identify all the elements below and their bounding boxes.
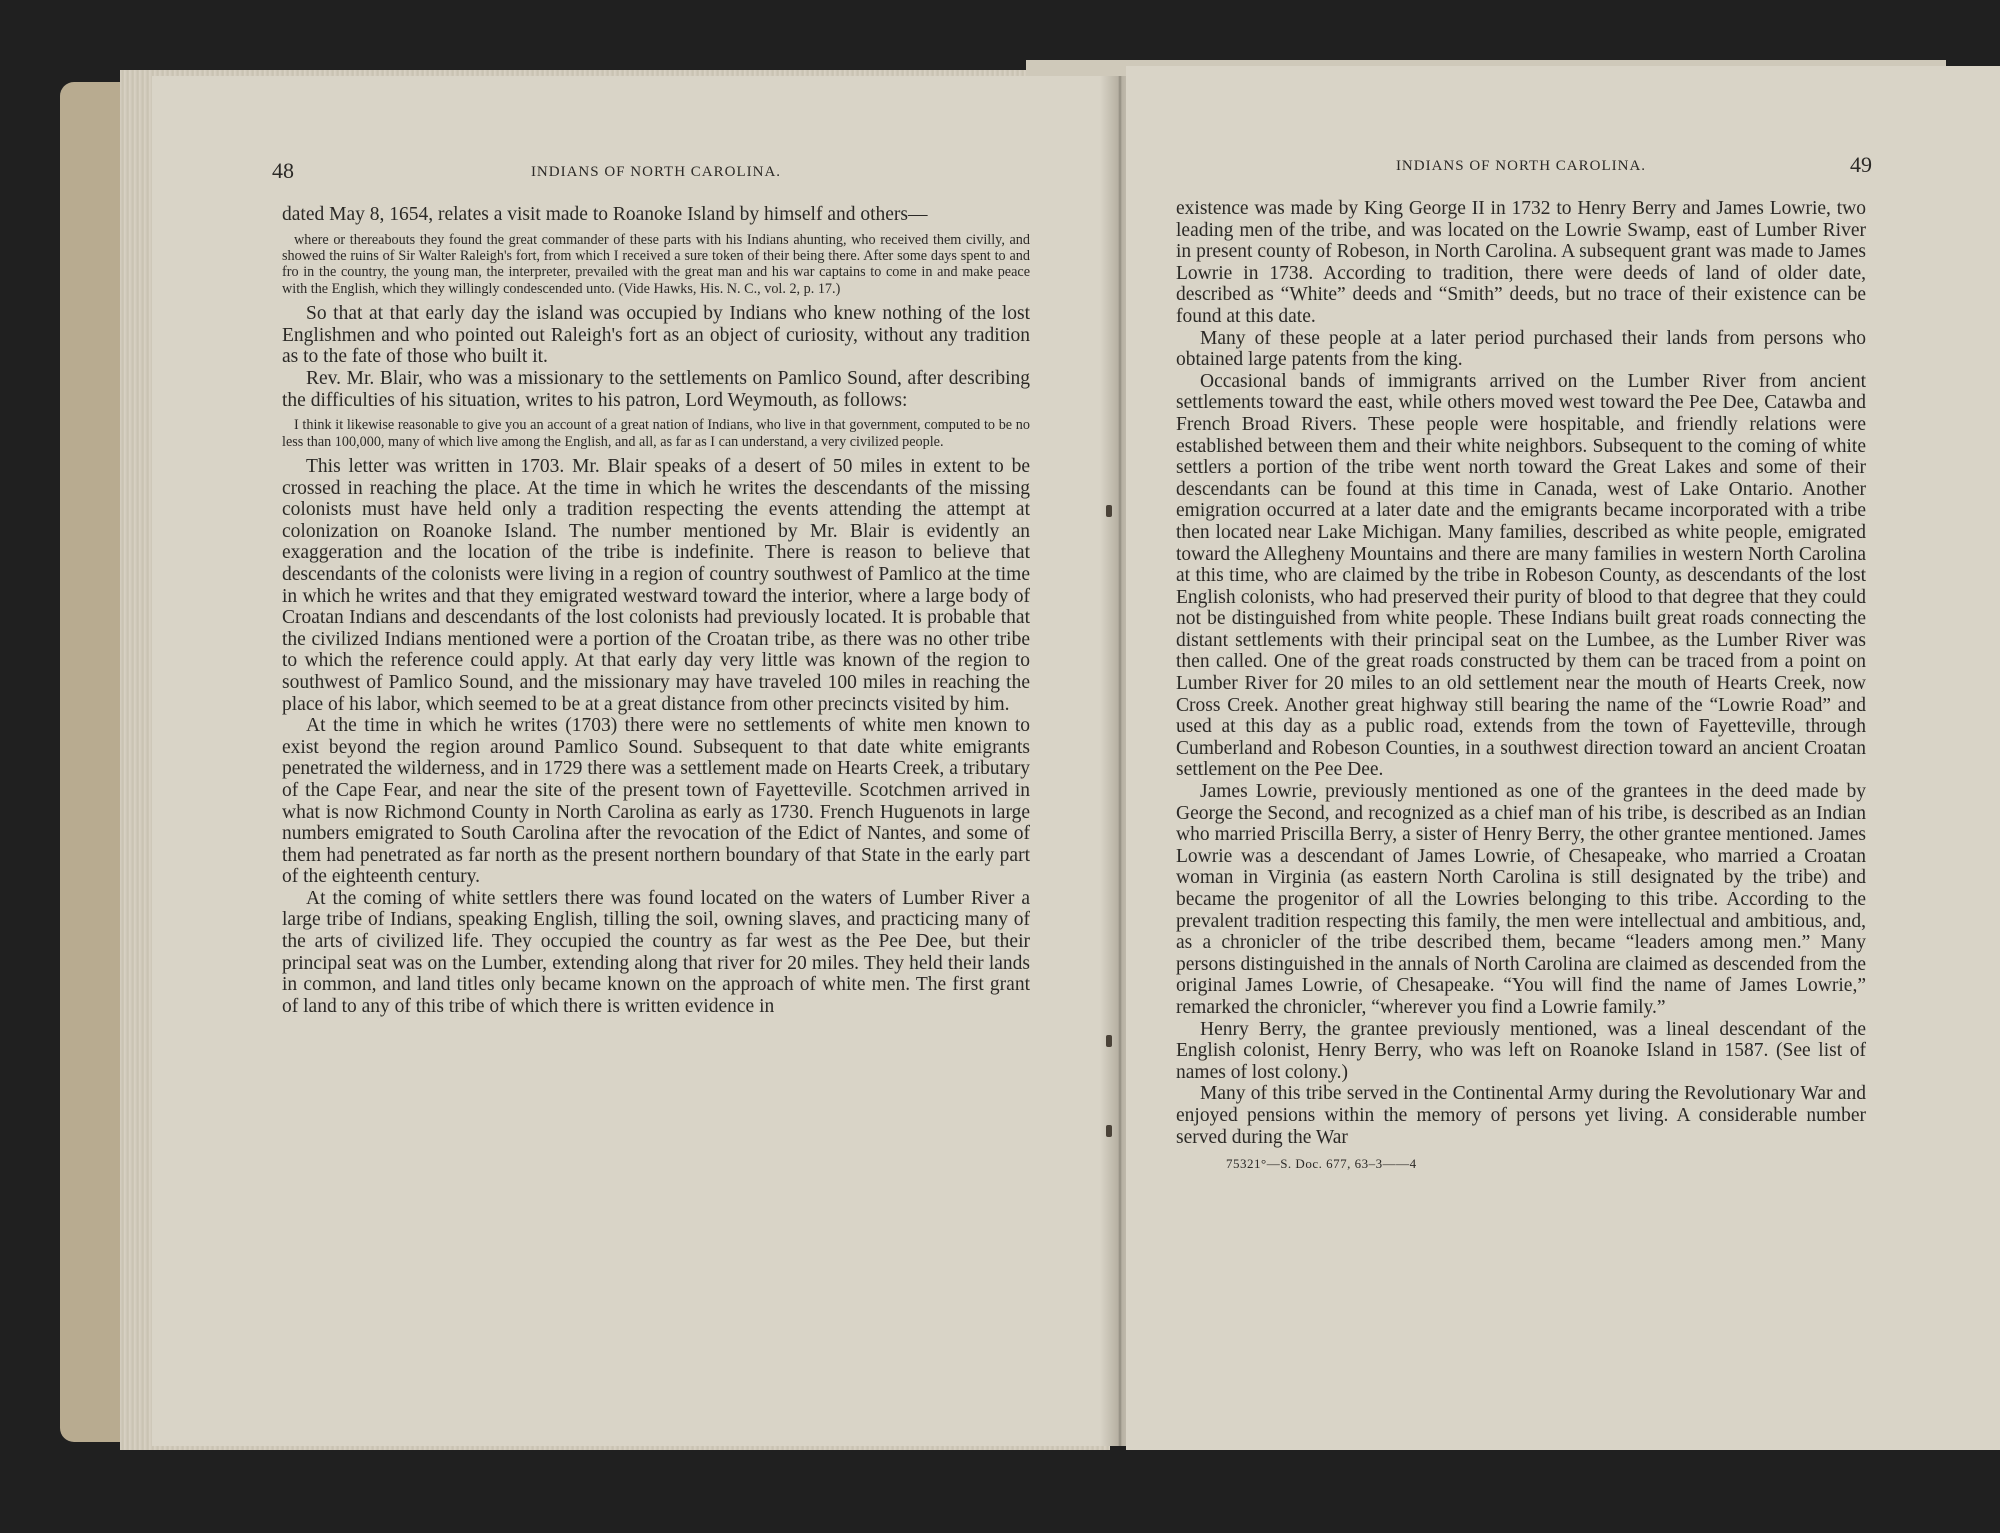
left-page (152, 76, 1120, 1446)
left-page-body (282, 204, 1030, 1017)
right-page-body (1176, 198, 1866, 1148)
binding-stitch (1106, 1035, 1112, 1047)
body-paragraph: Rev. Mr. Blair, who was a missionary to the settlements on Pamlico Sound, after describing the difficulties of his situation, writes to his patron, Lord Weymouth, as follows: (282, 368, 1030, 411)
right-page-number: 49 (1850, 152, 1872, 177)
body-paragraph: Many of these people at a later period purchased their lands from persons who obtained large patents from the king. (1176, 327, 1866, 371)
body-paragraph: At the coming of white settlers there was found located on the waters of Lumber River a large tribe of Indians, speaking English, tilling the soil, owning slaves, and practicing many of the arts of civilized life. They occupied the country as far west as the Pee Dee, but their principal seat was on the Lumber, extending along that river for 20 miles. They held their lands in common, and land titles only became known on the approach of white men. The first grant of land to any of this tribe of which there is written evidence in (282, 887, 1030, 1017)
right-page (1126, 66, 2000, 1450)
left-running-head: INDIANS OF NORTH CAROLINA. (530, 164, 782, 180)
left-page-number: 48 (272, 158, 294, 183)
left-page-header (272, 158, 1030, 198)
body-paragraph: Many of this tribe served in the Continental Army during the Revolutionary War and enjoyed pensions within the memory of persons yet living. A considerable number served during the War (1176, 1083, 1866, 1148)
open-book (60, 60, 1960, 1490)
body-paragraph: This letter was written in 1703. Mr. Blair speaks of a desert of 50 miles in extent to be crossed in reaching the place. At the time in which he writes the descendants of the missing colonists must have held only a tradition respecting the events attending the attempt at colonization on Roanoke Island. The number mentioned by Mr. Blair is evidently an exaggeration and the location of the tribe is indefinite. There is reason to believe that descendants of the colonists were living in a region of country southwest of Pamlico at the time in which he writes and that they emigrated westward toward the interior, where a large body of Croatan Indians and descendants of the lost colonists had previously located. It is probable that the civilized Indians mentioned were a portion of the Croatan tribe, as there was no other tribe to which the reference could apply. At that early day very little was known of the region to southwest of Pamlico Sound, and the missionary may have traveled 100 miles in reaching the place of his labor, which seemed to be at a great distance from other precincts visited by him. (282, 456, 1030, 715)
block-quote: where or thereabouts they found the great commander of these parts with his Indians ahunting, who received them civilly, and showed the ruins of Sir Walter Raleigh's fort, from which I received a sure token of their being there. After some days spent to and fro in the country, the young man, the interpreter, prevailed with the great man and his war captains to come in and make peace with the English, which they willingly condescended unto. (Vide Hawks, His. N. C., vol. 2, p. 17.) (282, 231, 1030, 297)
body-paragraph: dated May 8, 1654, relates a visit made to Roanoke Island by himself and others— (282, 204, 928, 225)
body-paragraph: At the time in which he writes (1703) there were no settlements of white men known to exist beyond the region around Pamlico Sound. Subsequent to that date white emigrants penetrated the wilderness, and in 1729 there was a settlement made on Hearts Creek, a tributary of the Cape Fear, and near the site of the present town of Fayetteville. Scotchmen arrived in what is now Richmond County in North Carolina as early as 1730. French Huguenots in large numbers emigrated to South Carolina after the revocation of the Edict of Nantes, and some of them had penetrated as far north as the present northern boundary of that State in the early part of the eighteenth century. (282, 715, 1030, 888)
right-page-header (1176, 152, 1872, 192)
body-paragraph: James Lowrie, previously mentioned as one of the grantees in the deed made by George the Second, and recognized as a chief man of his tribe, is described as an Indian who married Priscilla Berry, a sister of Henry Berry, the other grantee mentioned. James Lowrie was a descendant of James Lowrie, of Chesapeake, who married a Croatan woman in Virginia (as eastern North Carolina is still designated by the tribe) and became the progenitor of all the Lowries belonging to this tribe. According to the prevalent tradition respecting this family, the men were intellectual and ambitious, and, as a chronicler of the tribe described them, became “leaders among men.” Many persons distinguished in the annals of North Carolina are claimed as descended from the original James Lowrie, of Chesapeake. “You will find the name of James Lowrie,” remarked the chronicler, “wherever you find a Lowrie family.” (1176, 781, 1866, 1018)
block-quote: I think it likewise reasonable to give you an account of a great nation of Indians, who live in that government, computed to be no less than 100,000, many of which live among the English, and all, as far as I can understand, a very civilized people. (282, 417, 1030, 450)
body-paragraph: Henry Berry, the grantee previously mentioned, was a lineal descendant of the English colonist, Henry Berry, who was left on Roanoke Island in 1587. (See list of names of lost colony.) (1176, 1018, 1866, 1083)
page-footer-signature: 75321°—S. Doc. 677, 63–3——4 (1226, 1156, 1417, 1172)
body-paragraph: So that at that early day the island was occupied by Indians who knew nothing of the lost Englishmen and who pointed out Raleigh's fort as an object of curiosity, without any tradition as to the fate of those who built it. (282, 303, 1030, 368)
binding-stitch (1106, 505, 1112, 517)
right-running-head: INDIANS OF NORTH CAROLINA. (1395, 158, 1647, 174)
binding-stitch (1106, 1125, 1112, 1137)
body-paragraph: existence was made by King George II in 1732 to Henry Berry and James Lowrie, two leading men of the tribe, and was located on the Lowrie Swamp, east of Lumber River in present county of Robeson, in North Carolina. A subsequent grant was made to James Lowrie in 1738. According to tradition, there were deeds of land of older date, described as “White” deeds and “Smith” deeds, but no trace of their existence can be found at this date. (1176, 198, 1866, 327)
body-paragraph: Occasional bands of immigrants arrived on the Lumber River from ancient settlements toward the east, while others moved west toward the Pee Dee, Catawba and French Broad Rivers. These people were hospitable, and friendly relations were established between them and their white neighbors. Subsequent to the coming of white settlers a portion of the tribe went north toward the Great Lakes and some of their descendants can be found at this time in Canada, west of Lake Ontario. Another emigration occurred at a later date and the emigrants became incorporated with a tribe then located near Lake Michigan. Many families, described as white people, emigrated toward the Allegheny Mountains and there are many families in western North Carolina at this time, who are claimed by the tribe in Robeson County, as descendants of the lost English colonists, who had preserved their purity of blood to that degree that they could not be distinguished from white people. These Indians built great roads connecting the distant settlements with their principal seat on the Lumbee, as the Lumber River was then called. One of the great roads constructed by them can be traced from a point on Lumber River for 20 miles to an old settlement near the mouth of Hearts Creek, now Cross Creek. Another great highway still bearing the name of the “Lowrie Road” and used at this day as a public road, extends from the town of Fayetteville, through Cumberland and Robeson Counties, in a southwest direction toward an ancient Croatan settlement on the Pee Dee. (1176, 370, 1866, 781)
